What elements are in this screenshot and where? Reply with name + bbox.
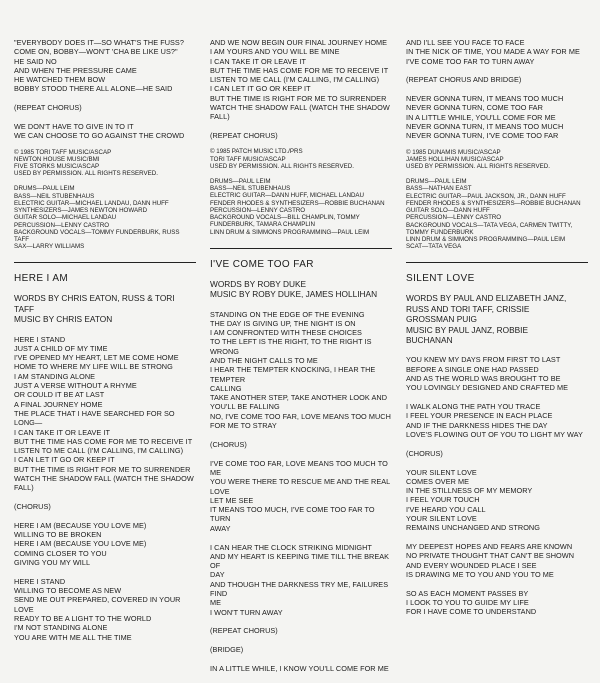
bridge-label: (BRIDGE) [210, 645, 244, 655]
repeat-chorus-label: (REPEAT CHORUS) [210, 131, 278, 141]
song-byline: WORDS BY PAUL AND ELIZABETH JANZ, RUSS AND TORI TAFF, CRISSIE GROSSMAN PUIG MUSIC BY PAUL JANZ, ROBBIE BUCHANAN [406, 293, 567, 345]
column-left [14, 38, 196, 651]
verse-text: WE DON'T HAVE TO GIVE IN TO IT WE CAN CHOOSE TO GO AGAINST THE CROWD [14, 122, 185, 141]
repeat-chorus-label: (REPEAT CHORUS) [210, 626, 278, 636]
section-divider [210, 248, 392, 249]
personnel-credits: DRUMS—PAUL LEIM BASS—NEIL STUBENHAUS ELECTRIC GUITAR—DANN HUFF, MICHAEL LANDAU FENDER RHODES & SYNTHESIZERS—ROBBIE BUCHANAN PERCUSSION—LENNY CASTRO BACKGROUND VOCALS—BILL CHAMPLIN, TOMMY FUNDERBURK, TAMARA CHAMPLIN LINN DRUM & SIMMONS PROGRAMMING—PAUL LEIM [210, 178, 385, 236]
chorus-label: (CHORUS) [210, 439, 247, 449]
bridge-text: IN A LITTLE WHILE, I KNOW YOU'LL COME FOR ME [210, 664, 389, 674]
verse-text: I WALK ALONG THE PATH YOU TRACE I FEEL YOUR PRESENCE IN EACH PLACE AND IF THE DARKNESS HIDES THE DAY LOVE'S FLOWING OUT OF YOU TO LIGHT MY WAY [406, 402, 583, 439]
chorus-text: HERE I AM (BECAUSE YOU LOVE ME) WILLING TO BE BROKEN HERE I AM (BECAUSE YOU LOVE ME) COMING CLOSER TO YOU GIVING YOU MY WILL [14, 520, 147, 568]
verse-text: YOU KNEW MY DAYS FROM FIRST TO LAST BEFORE A SINGLE ONE HAD PASSED AND AS THE WORLD WAS BROUGHT TO BE YOU LOVINGLY DESIGNED AND CRAFTED ME [406, 355, 569, 393]
personnel-credits: DRUMS—PAUL LEIM BASS—NATHAN EAST ELECTRIC GUITAR—PAUL JACKSON, JR., DANN HUFF FENDER RHODES & SYNTHESIZERS—ROBBIE BUCHANAN GUITAR SOLO—DANN HUFF PERCUSSION—LENNY CASTRO BACKGROUND VOCALS—TATA VEGA, CARMEN TWITTY, TOMMY FUNDERBURK LINN DRUM & SIMMONS PROGRAMMING—PAUL LEIM SCAT—TATA VEGA [406, 178, 581, 251]
verse-text: STANDING ON THE EDGE OF THE EVENING THE DAY IS GIVING UP, THE NIGHT IS ON I AM CONFRONTED WITH THESE CHOICES TO THE LEFT IS THE RIGHT, TO THE RIGHT IS WRONG AND THE NIGHT CALLS TO ME I HEAR THE TEMPTER KNOCKING, I HEAR THE TEMPTER CALLING TAKE ANOTHER STEP, TAKE ANOTHER LOOK AND YOU'LL BE FALLING NO, I'VE COME TOO FAR, LOVE MEANS TOO MUCH FOR ME TO STRAY [210, 309, 391, 431]
song-title: I'VE COME TOO FAR [210, 258, 314, 270]
copyright-notice: © 1985 PATCH MUSIC LTD./PRS TORI TAFF MUSIC/ASCAP USED BY PERMISSION. ALL RIGHTS RESERVED. [210, 148, 354, 170]
outro-text: NEVER GONNA TURN, IT MEANS TOO MUCH NEVER GONNA TURN, COME TOO FAR IN A LITTLE WHILE, YOU'LL COME FOR ME NEVER GONNA TURN, IT MEANS TOO MUCH NEVER GONNA TURN, I'VE COME TOO FAR [406, 94, 564, 141]
verse-text: AND WE NOW BEGIN OUR FINAL JOURNEY HOME I AM YOURS AND YOU WILL BE MINE I CAN TAKE IT OR LEAVE IT BUT THE TIME HAS COME FOR ME TO RECEIVE IT LISTEN TO ME CALL (I'M CALLING, I'M CALLING) I CAN LET IT GO OR KEEP IT BUT THE TIME IS RIGHT FOR ME TO SURRENDER WATCH THE SHADOW FALL (WATCH THE SHADOW FALL) [210, 38, 390, 122]
song-byline: WORDS BY ROBY DUKE MUSIC BY ROBY DUKE, JAMES HOLLIHAN [210, 278, 378, 300]
chorus-text: YOUR SILENT LOVE COMES OVER ME IN THE STILLNESS OF MY MEMORY I FEEL YOUR TOUCH I'VE HEARD YOU CALL YOUR SILENT LOVE REMAINS UNCHANGED AND STRONG [406, 467, 540, 533]
chorus-label: (CHORUS) [406, 448, 443, 458]
verse-text: I CAN HEAR THE CLOCK STRIKING MIDNIGHT AND MY HEART IS KEEPING TIME TILL THE BREAK OF DAY AND THOUGH THE DARKNESS TRY ME, FAILURES FIND ME I WON'T TURN AWAY [210, 542, 390, 617]
verse-text: AND I'LL SEE YOU FACE TO FACE IN THE NICK OF TIME, YOU MADE A WAY FOR ME I'VE COME TOO FAR TO TURN AWAY [406, 38, 580, 66]
song-title: HERE I AM [14, 273, 69, 285]
column-middle [210, 38, 392, 683]
column-right [406, 38, 588, 626]
verse-text: "EVERYBODY DOES IT—SO WHAT'S THE FUSS? COME ON, BOBBY—WON'T 'CHA BE LIKE US?" HE SAID NO AND WHEN THE PRESSURE CAME HE WATCHED THEM BOW BOBBY STOOD THERE ALL ALONE—HE SAID [14, 38, 184, 94]
personnel-credits: DRUMS—PAUL LEIM BASS—NEIL STUBENHAUS ELECTRIC GUITAR—MICHAEL LANDAU, DANN HUFF SYNTHESIZERS—JAMES NEWTON HOWARD GUITAR SOLO—MICHAEL LANDAU PERCUSSION—LENNY CASTRO BACKGROUND VOCALS—TOMMY FUNDERBURK, RUSS TAFF SAX—LARRY WILLIAMS [14, 185, 180, 251]
verse-text: SO AS EACH MOMENT PASSES BY I LOOK TO YOU TO GUIDE MY LIFE FOR I HAVE COME TO UNDERSTAND [406, 588, 537, 617]
section-divider [14, 262, 196, 263]
section-divider [406, 262, 588, 263]
chorus-label: (CHORUS) [14, 502, 51, 512]
song-title: SILENT LOVE [406, 273, 475, 285]
song-byline: WORDS BY CHRIS EATON, RUSS & TORI TAFF MUSIC BY CHRIS EATON [14, 293, 175, 325]
copyright-notice: © 1985 TORI TAFF MUSIC/ASCAP NEWTON HOUSE MUSIC/BMI FIVE STORKS MUSIC/ASCAP USED BY PERMISSION. ALL RIGHTS RESERVED. [14, 148, 158, 178]
repeat-chorus-label: (REPEAT CHORUS AND BRIDGE) [406, 75, 522, 85]
verse-text: HERE I STAND JUST A CHILD OF MY TIME I'VE OPENED MY HEART, LET ME COME HOME HOME TO WHERE MY LIFE WILL BE STRONG I AM STANDING ALONE JUST A VERSE WITHOUT A RHYME OR COULD IT BE AT LAST A FINAL JOURNEY HOME THE PLACE THAT I HAVE SEARCHED FOR SO LONG— I CAN TAKE IT OR LEAVE IT BUT THE TIME HAS COME FOR ME TO RECEIVE IT LISTEN TO ME CALL (I'M CALLING, I'M CALLING) I CAN LET IT GO OR KEEP IT BUT THE TIME IS RIGHT FOR ME TO SURRENDER WATCH THE SHADOW FALL (WATCH THE SHADOW FALL) [14, 334, 194, 493]
verse-text: MY DEEPEST HOPES AND FEARS ARE KNOWN NO PRIVATE THOUGHT THAT CAN'T BE SHOWN AND EVERY WOUNDED PLACE I SEE IS DRAWING ME TO YOU AND YOU TO ME [406, 542, 575, 579]
verse-text: HERE I STAND WILLING TO BECOME AS NEW SEND ME OUT PREPARED, COVERED IN YOUR LOVE READY TO BE A LIGHT TO THE WORLD I'M NOT STANDING ALONE YOU ARE WITH ME ALL THE TIME [14, 576, 181, 642]
copyright-notice: © 1985 DUNAMIS MUSIC/ASCAP JAMES HOLLIHAN MUSIC/ASCAP USED BY PERMISSION. ALL RIGHTS RESERVED. [406, 148, 550, 171]
repeat-chorus-label: (REPEAT CHORUS) [14, 103, 82, 113]
chorus-text: I'VE COME TOO FAR, LOVE MEANS TOO MUCH TO ME YOU WERE THERE TO RESCUE ME AND THE REAL LOVE LET ME SEE IT MEANS TOO MUCH, I'VE COME TOO FAR TO TURN AWAY [210, 458, 390, 533]
